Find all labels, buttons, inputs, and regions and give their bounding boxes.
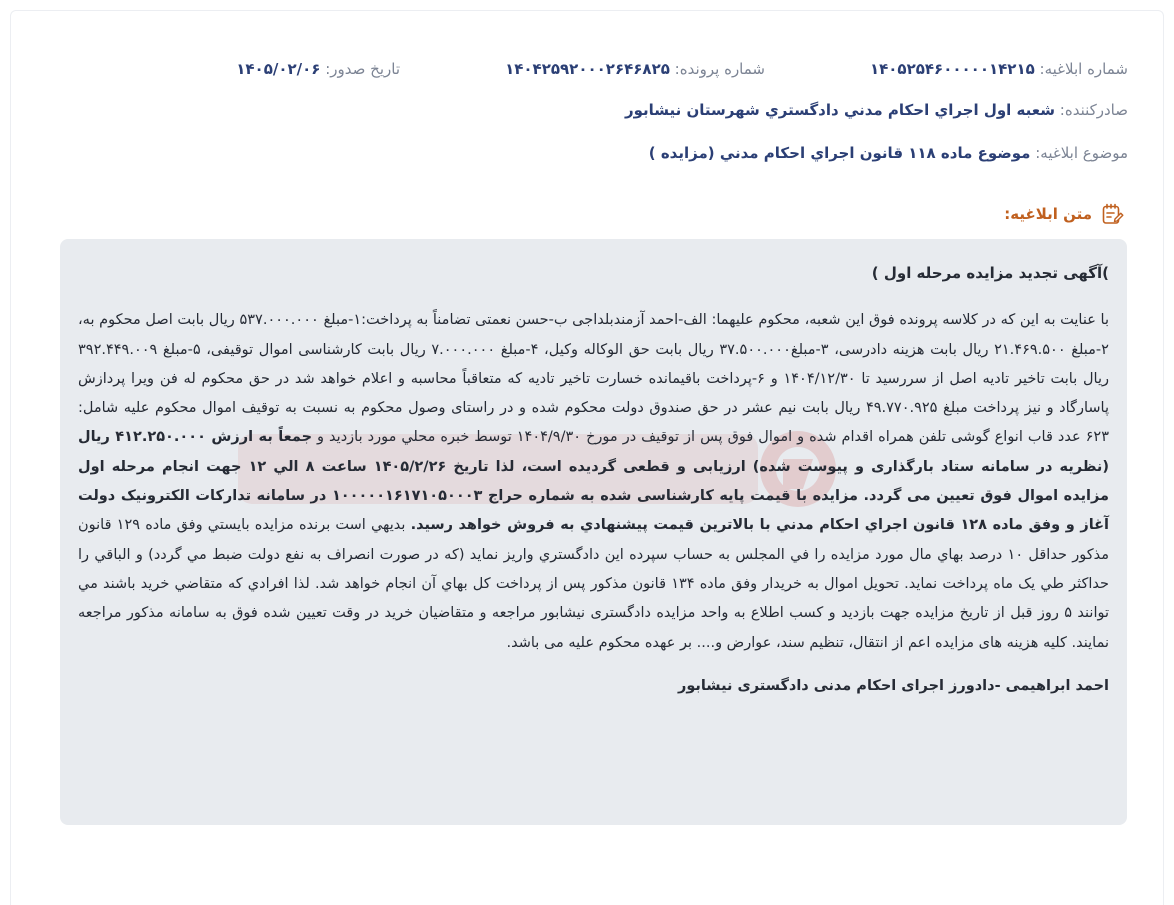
notice-number-value: ۱۴۰۵۲۵۴۶۰۰۰۰۰۱۴۲۱۵ [869,60,1035,78]
section-header [1004,201,1124,227]
issue-date-label: تاريخ صدور: [325,60,400,78]
paragraph-bold-part: جمعاً به ارزش ۴۱۲.۲۵۰.۰۰۰ ريال (نظريه در سامانه ستاد بارگذاری و پيوست شده) ارزيابی و قطعی گرديده است، لذا تاريخ ۱۴۰۵/۲/۲۶ ساعت ۸ الي ۱۲ جهت انجام مرحله اول مزايده اموال فوق تعيين می گردد. مزايده با قيمت پايه کارشناسی شده به شماره حراج ۱۰۰۰۰۰۱۶۱۷۱۰۵۰۰۰۳ در سامانه تدارکات الکترونيک دولت آغاز و وفق ماده ۱۲۸ قانون اجراي احکام مدني با بالاترين قيمت پيشنهادي به فروش خواهد رسيد. [78,429,1110,534]
issuer-row [46,99,1128,121]
paragraph-part-1: با عنايت به اين که در کلاسه پرونده فوق اين شعبه، محکوم عليهما: الف-احمد آزمندبلداجی ب-حسن نعمتی تضامناً به پرداخت:۱-مبلغ ۵۳۷.۰۰۰.۰۰۰ ريال بابت اصل محکوم به، ۲-مبلغ ۲۱.۴۶۹.۵۰۰ ريال بابت هزينه دادرسی، ۳-مبلغ۳۷.۵۰۰.۰۰۰ ريال بابت حق الوکاله وکيل، ۴-مبلغ ۷.۰۰۰.۰۰۰ ريال بابت کارشناسی اموال توقيفی، ۵-مبلغ ۳۹۲.۴۴۹.۰۰۹ ريال بابت تاخير تاديه اصل از سررسيد تا ۱۴۰۴/۱۲/۳۰ و ۶-پرداخت باقيمانده خسارت تاخير تاديه که متعاقباً محاسبه و اعلام خواهد شد در حق محکوم له فن ويرا پردازش پاسارگاد و نيز پرداخت مبلغ ۴۹.۷۷۰.۹۲۵ ريال بابت نيم عشر در حق صندوق دولت محکوم شده و در راستای وصول محکوم به نسبت به توقيف اموال محکوم عليه شامل: ۶۲۳ عدد قاب انواع گوشی تلفن همراه اقدام شده و اموال فوق پس از توقيف در مورخ ۱۴۰۴/۹/۳۰ توسط خبره محلي مورد بازديد و [78,312,1109,446]
section-title: متن ابلاغيه: [1004,205,1092,223]
case-number-value: ۱۴۰۴۲۵۹۲۰۰۰۲۶۴۶۸۲۵ [505,60,670,78]
subject-label: موضوع ابلاغيه: [1035,144,1128,162]
issue-date [236,58,400,80]
subject-row [46,142,1128,164]
case-number-label: شماره پرونده: [674,60,765,78]
notice-body [60,239,1127,825]
signature: احمد ابراهیمی -دادورز اجرای احکام مدنی دادگستری نیشابور [677,677,1109,694]
notice-heading: )آگهی تجدید مزایده مرحله اول ) [871,264,1109,282]
issuer-value: شعبه اول اجراي احکام مدني دادگستري شهرستان نيشابور [624,101,1055,119]
paragraph-part-2: بديهي است برنده مزايده بايستي وفق ماده ۱۲۹ قانون مذکور حداقل ۱۰ درصد بهاي مال مورد مزايده را في المجلس به حساب سپرده اين دادگستري واريز نمايد (که در صورت انصراف به نفع دولت ضبط مي گردد) و الباقي را حداکثر طي يک ماه پرداخت نمايد. تحويل اموال به خريدار وفق ماده ۱۳۴ قانون مذکور پس از پرداخت کل بهاي آن انجام خواهد شد. لذا افرادي که متقاضي خريد باشند مي توانند ۵ روز قبل از تاريخ مزايده جهت بازديد و کسب اطلاع به واحد مزايده دادگستری نيشابور مراجعه و متقاضيان خريد در وقت تعيين شده فوق به سامانه مذکور مراجعه نمايند. کليه هزينه های مزايده اعم از انتقال، تنظيم سند، عوارض و.... بر عهده محکوم عليه می باشد. [78,517,1109,651]
issue-date-value: ۱۴۰۵/۰۲/۰۶ [236,60,321,78]
issuer-label: صادرکننده: [1059,101,1128,119]
note-edit-icon [1100,202,1124,226]
notice-number-label: شماره ابلاغيه: [1039,60,1128,78]
case-number [505,58,765,80]
meta-row-ids [46,58,1128,80]
notice-number [870,58,1128,80]
notice-text [78,259,1109,701]
subject-value: موضوع ماده ۱۱۸ قانون اجراي احکام مدني (مزايده ) [648,144,1031,162]
notice-paragraph [78,306,1109,658]
